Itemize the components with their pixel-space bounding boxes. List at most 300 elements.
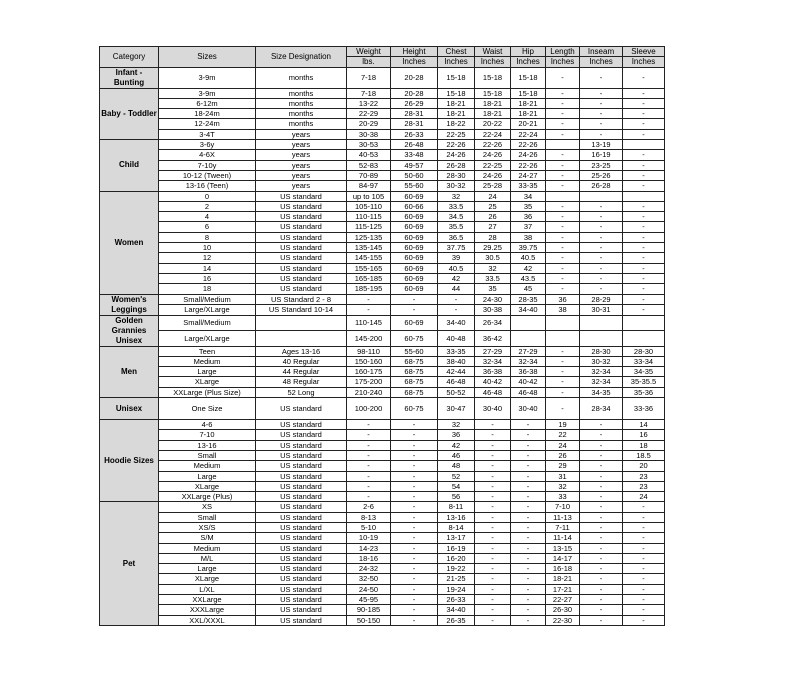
waist-cell: - — [475, 512, 511, 522]
designation-cell: US standard — [256, 191, 347, 201]
designation-cell: US standard — [256, 533, 347, 543]
hip-cell: - — [511, 420, 546, 430]
inseam-cell: - — [580, 253, 623, 263]
sleeve-cell: 35-36 — [623, 387, 665, 397]
waist-cell: - — [475, 564, 511, 574]
table-row — [100, 450, 665, 460]
length-cell: - — [546, 284, 580, 294]
length-cell: 26 — [546, 450, 580, 460]
weight-cell: 100-200 — [347, 398, 391, 420]
designation-cell: US standard — [256, 461, 347, 471]
weight-cell: 155-165 — [347, 263, 391, 273]
chest-cell: 46 — [438, 450, 475, 460]
sleeve-cell: - — [623, 522, 665, 532]
designation-cell: US standard — [256, 398, 347, 420]
waist-cell: - — [475, 543, 511, 553]
sleeve-cell: 28-30 — [623, 346, 665, 356]
weight-cell: 175-200 — [347, 377, 391, 387]
size-cell: XLarge — [159, 377, 256, 387]
designation-cell: US standard — [256, 564, 347, 574]
chest-cell: 13-17 — [438, 533, 475, 543]
chest-cell: 38-40 — [438, 356, 475, 366]
table-row — [100, 502, 665, 512]
chest-cell: 56 — [438, 492, 475, 502]
designation-cell: US standard — [256, 574, 347, 584]
sleeve-cell: 24 — [623, 492, 665, 502]
size-cell: XS/S — [159, 522, 256, 532]
length-cell: 17-21 — [546, 584, 580, 594]
height-cell: 28-31 — [391, 119, 438, 129]
category-cell: Unisex — [100, 398, 159, 420]
hip-cell: 28-35 — [511, 294, 546, 305]
waist-cell: 30-38 — [475, 305, 511, 316]
weight-cell: - — [347, 481, 391, 491]
table-row — [100, 170, 665, 180]
designation-cell: US standard — [256, 253, 347, 263]
chest-cell: 34-40 — [438, 605, 475, 615]
height-cell: - — [391, 564, 438, 574]
waist-cell: 36-42 — [475, 331, 511, 347]
size-cell: Large — [159, 564, 256, 574]
table-row — [100, 243, 665, 253]
weight-cell: 2-6 — [347, 502, 391, 512]
height-cell: 60-69 — [391, 222, 438, 232]
size-cell: XLarge — [159, 481, 256, 491]
designation-cell: 40 Regular — [256, 356, 347, 366]
designation-cell: US standard — [256, 584, 347, 594]
category-cell: Men — [100, 346, 159, 397]
inseam-cell: - — [580, 67, 623, 88]
table-row — [100, 574, 665, 584]
length-cell: 11-13 — [546, 512, 580, 522]
height-cell: 60-69 — [391, 232, 438, 242]
height-cell: - — [391, 440, 438, 450]
table-row — [100, 492, 665, 502]
chest-cell: 24-26 — [438, 150, 475, 160]
sleeve-cell: - — [623, 595, 665, 605]
designation-cell: US standard — [256, 222, 347, 232]
size-chart-body — [100, 67, 665, 625]
chest-cell: 36 — [438, 430, 475, 440]
length-cell: - — [546, 253, 580, 263]
sleeve-cell: - — [623, 181, 665, 191]
hip-cell: 34-40 — [511, 305, 546, 316]
waist-cell: 26 — [475, 212, 511, 222]
weight-cell: 70-89 — [347, 170, 391, 180]
weight-cell: 32-50 — [347, 574, 391, 584]
height-cell: - — [391, 430, 438, 440]
hip-cell: 38 — [511, 232, 546, 242]
designation-cell: years — [256, 160, 347, 170]
table-row — [100, 315, 665, 331]
hip-cell: 33-35 — [511, 181, 546, 191]
inseam-cell: - — [580, 430, 623, 440]
waist-cell: - — [475, 420, 511, 430]
chest-cell: 8-14 — [438, 522, 475, 532]
sleeve-cell: - — [623, 284, 665, 294]
length-cell — [546, 140, 580, 150]
height-cell: - — [391, 553, 438, 563]
length-cell: - — [546, 98, 580, 108]
weight-cell: 45-95 — [347, 595, 391, 605]
sleeve-cell — [623, 140, 665, 150]
height-cell: 60-69 — [391, 253, 438, 263]
category-cell: Golden Grannies Unisex — [100, 315, 159, 346]
waist-cell: 24 — [475, 191, 511, 201]
designation-cell: 44 Regular — [256, 367, 347, 377]
chest-cell: 18-21 — [438, 98, 475, 108]
hip-cell: 39.75 — [511, 243, 546, 253]
chest-cell: 8-11 — [438, 502, 475, 512]
hip-cell — [511, 331, 546, 347]
col-header-inseam: Inseam — [580, 47, 623, 57]
hip-cell: - — [511, 430, 546, 440]
designation-cell: US standard — [256, 201, 347, 211]
hip-cell: - — [511, 595, 546, 605]
designation-cell: US standard — [256, 492, 347, 502]
sleeve-cell: - — [623, 584, 665, 594]
size-cell: 18-24m — [159, 109, 256, 119]
inseam-cell: 23-25 — [580, 160, 623, 170]
waist-cell: - — [475, 522, 511, 532]
chest-cell: 48 — [438, 461, 475, 471]
weight-cell: 110-115 — [347, 212, 391, 222]
sleeve-cell: - — [623, 263, 665, 273]
length-cell — [546, 331, 580, 347]
sleeve-cell — [623, 315, 665, 331]
chest-cell: 30-47 — [438, 398, 475, 420]
col-header-sizes: Sizes — [159, 47, 256, 68]
length-cell: - — [546, 346, 580, 356]
size-cell: One Size — [159, 398, 256, 420]
header-row — [100, 47, 665, 57]
hip-cell: 37 — [511, 222, 546, 232]
size-cell: Large/XLarge — [159, 305, 256, 316]
waist-cell: 27 — [475, 222, 511, 232]
height-cell: 68-75 — [391, 377, 438, 387]
sleeve-cell — [623, 331, 665, 347]
length-cell: - — [546, 222, 580, 232]
unit-waist: Inches — [475, 57, 511, 67]
weight-cell: - — [347, 294, 391, 305]
designation-cell: years — [256, 140, 347, 150]
height-cell: 68-75 — [391, 387, 438, 397]
hip-cell: 45 — [511, 284, 546, 294]
col-header-height: Height — [391, 47, 438, 57]
height-cell: - — [391, 294, 438, 305]
unit-weight: lbs. — [347, 57, 391, 67]
weight-cell: 30-38 — [347, 129, 391, 139]
size-cell: Teen — [159, 346, 256, 356]
inseam-cell: 32-34 — [580, 367, 623, 377]
length-cell: - — [546, 212, 580, 222]
table-row — [100, 543, 665, 553]
inseam-cell: - — [580, 574, 623, 584]
length-cell: - — [546, 150, 580, 160]
sleeve-cell: 23 — [623, 481, 665, 491]
inseam-cell: 16-19 — [580, 150, 623, 160]
category-cell: Women — [100, 191, 159, 294]
sleeve-cell: - — [623, 512, 665, 522]
size-cell: 4-6X — [159, 150, 256, 160]
length-cell: 19 — [546, 420, 580, 430]
table-row — [100, 522, 665, 532]
sleeve-cell: 33-36 — [623, 398, 665, 420]
table-row — [100, 512, 665, 522]
weight-cell: 185-195 — [347, 284, 391, 294]
hip-cell: - — [511, 471, 546, 481]
waist-cell: - — [475, 502, 511, 512]
weight-cell: 7-18 — [347, 88, 391, 98]
table-row — [100, 331, 665, 347]
height-cell: 28-31 — [391, 109, 438, 119]
waist-cell: 18-21 — [475, 98, 511, 108]
table-row — [100, 584, 665, 594]
size-cell: Small/Medium — [159, 294, 256, 305]
col-header-waist: Waist — [475, 47, 511, 57]
size-cell: S/M — [159, 533, 256, 543]
size-cell: 12 — [159, 253, 256, 263]
hip-cell: - — [511, 553, 546, 563]
table-row — [100, 553, 665, 563]
size-chart-table — [99, 46, 665, 626]
chest-cell: 36.5 — [438, 232, 475, 242]
weight-cell: 18-16 — [347, 553, 391, 563]
sleeve-cell: - — [623, 533, 665, 543]
chest-cell: 33.5 — [438, 201, 475, 211]
weight-cell: 110-145 — [347, 315, 391, 331]
waist-cell: - — [475, 461, 511, 471]
length-cell: - — [546, 232, 580, 242]
designation-cell: US standard — [256, 553, 347, 563]
hip-cell: 18-21 — [511, 109, 546, 119]
chest-cell: 44 — [438, 284, 475, 294]
size-cell: 4-6 — [159, 420, 256, 430]
designation-cell: US Standard 2 - 8 — [256, 294, 347, 305]
weight-cell: - — [347, 420, 391, 430]
height-cell: 55-60 — [391, 346, 438, 356]
col-header-chest: Chest — [438, 47, 475, 57]
size-cell: Small/Medium — [159, 315, 256, 331]
sleeve-cell: - — [623, 150, 665, 160]
weight-cell: - — [347, 440, 391, 450]
designation-cell: US standard — [256, 243, 347, 253]
table-row — [100, 284, 665, 294]
waist-cell: 15-18 — [475, 67, 511, 88]
sleeve-cell: 18 — [623, 440, 665, 450]
table-row — [100, 263, 665, 273]
size-cell: 12-24m — [159, 119, 256, 129]
length-cell: - — [546, 88, 580, 98]
hip-cell: - — [511, 492, 546, 502]
hip-cell: - — [511, 512, 546, 522]
weight-cell: 40-53 — [347, 150, 391, 160]
weight-cell: 105-110 — [347, 201, 391, 211]
hip-cell: - — [511, 481, 546, 491]
weight-cell: up to 105 — [347, 191, 391, 201]
chest-cell: 16-20 — [438, 553, 475, 563]
designation-cell: US standard — [256, 471, 347, 481]
height-cell: - — [391, 512, 438, 522]
length-cell: 36 — [546, 294, 580, 305]
weight-cell: 145-155 — [347, 253, 391, 263]
table-row — [100, 471, 665, 481]
sleeve-cell: - — [623, 119, 665, 129]
height-cell: 20-28 — [391, 88, 438, 98]
table-row — [100, 119, 665, 129]
designation-cell: years — [256, 129, 347, 139]
designation-cell: months — [256, 67, 347, 88]
col-header-size-designation: Size Designation — [256, 47, 347, 68]
hip-cell: - — [511, 522, 546, 532]
length-cell: 14-17 — [546, 553, 580, 563]
waist-cell: - — [475, 440, 511, 450]
table-row — [100, 294, 665, 305]
hip-cell: 15-18 — [511, 88, 546, 98]
weight-cell: 24-32 — [347, 564, 391, 574]
designation-cell — [256, 331, 347, 347]
length-cell: - — [546, 356, 580, 366]
chest-cell: 50-52 — [438, 387, 475, 397]
chest-cell: 40.5 — [438, 263, 475, 273]
chest-cell: 42 — [438, 440, 475, 450]
waist-cell: 32-34 — [475, 356, 511, 366]
hip-cell: 40.5 — [511, 253, 546, 263]
length-cell: 22 — [546, 430, 580, 440]
weight-cell: 84-97 — [347, 181, 391, 191]
weight-cell: - — [347, 471, 391, 481]
waist-cell: 26-34 — [475, 315, 511, 331]
designation-cell: US standard — [256, 420, 347, 430]
length-cell: 32 — [546, 481, 580, 491]
sleeve-cell: - — [623, 273, 665, 283]
chest-cell: 26-28 — [438, 160, 475, 170]
height-cell: - — [391, 543, 438, 553]
hip-cell: - — [511, 615, 546, 625]
inseam-cell: - — [580, 615, 623, 625]
hip-cell: 40-42 — [511, 377, 546, 387]
inseam-cell: - — [580, 88, 623, 98]
waist-cell: 28 — [475, 232, 511, 242]
height-cell: - — [391, 615, 438, 625]
table-row — [100, 564, 665, 574]
length-cell: 38 — [546, 305, 580, 316]
chest-cell: 22-26 — [438, 140, 475, 150]
hip-cell: 46-48 — [511, 387, 546, 397]
length-cell: 24 — [546, 440, 580, 450]
hip-cell: 24-27 — [511, 170, 546, 180]
size-cell: 4 — [159, 212, 256, 222]
length-cell — [546, 191, 580, 201]
inseam-cell: - — [580, 543, 623, 553]
waist-cell: - — [475, 553, 511, 563]
inseam-cell: - — [580, 471, 623, 481]
length-cell: - — [546, 367, 580, 377]
length-cell: 11-14 — [546, 533, 580, 543]
chest-cell: 19-24 — [438, 584, 475, 594]
waist-cell: 24-26 — [475, 170, 511, 180]
table-row — [100, 109, 665, 119]
chest-cell: 46-48 — [438, 377, 475, 387]
hip-cell: 22-24 — [511, 129, 546, 139]
hip-cell: 22-26 — [511, 160, 546, 170]
size-cell: 0 — [159, 191, 256, 201]
length-cell: 31 — [546, 471, 580, 481]
sleeve-cell: - — [623, 564, 665, 574]
sleeve-cell: - — [623, 88, 665, 98]
size-cell: Small — [159, 512, 256, 522]
height-cell: 60-69 — [391, 273, 438, 283]
height-cell: - — [391, 461, 438, 471]
length-cell: - — [546, 170, 580, 180]
sleeve-cell: - — [623, 109, 665, 119]
hip-cell: - — [511, 502, 546, 512]
col-header-hip: Hip — [511, 47, 546, 57]
chest-cell: 19-22 — [438, 564, 475, 574]
hip-cell: - — [511, 564, 546, 574]
designation-cell: US standard — [256, 440, 347, 450]
sleeve-cell: - — [623, 253, 665, 263]
col-header-length: Length — [546, 47, 580, 57]
inseam-cell: 13-19 — [580, 140, 623, 150]
weight-cell: 20-29 — [347, 119, 391, 129]
length-cell: 22-30 — [546, 615, 580, 625]
size-cell: 6-12m — [159, 98, 256, 108]
height-cell: 50-60 — [391, 170, 438, 180]
inseam-cell — [580, 331, 623, 347]
chest-cell: - — [438, 294, 475, 305]
inseam-cell: - — [580, 492, 623, 502]
designation-cell: months — [256, 88, 347, 98]
inseam-cell: - — [580, 98, 623, 108]
waist-cell: 40-42 — [475, 377, 511, 387]
sleeve-cell: 20 — [623, 461, 665, 471]
size-cell: 3-9m — [159, 88, 256, 98]
designation-cell: US standard — [256, 543, 347, 553]
inseam-cell: 25-26 — [580, 170, 623, 180]
waist-cell: - — [475, 492, 511, 502]
category-cell: Infant - Bunting — [100, 67, 159, 88]
sleeve-cell — [623, 191, 665, 201]
size-cell: M/L — [159, 553, 256, 563]
hip-cell: 15-18 — [511, 67, 546, 88]
weight-cell: 210-240 — [347, 387, 391, 397]
inseam-cell: - — [580, 481, 623, 491]
sleeve-cell: 18.5 — [623, 450, 665, 460]
height-cell: 60-69 — [391, 191, 438, 201]
height-cell: - — [391, 595, 438, 605]
designation-cell: months — [256, 109, 347, 119]
inseam-cell: - — [580, 595, 623, 605]
sleeve-cell: - — [623, 160, 665, 170]
size-cell: 3-9m — [159, 67, 256, 88]
unit-length: Inches — [546, 57, 580, 67]
sleeve-cell: - — [623, 605, 665, 615]
size-cell: XLarge — [159, 574, 256, 584]
size-cell: 2 — [159, 201, 256, 211]
designation-cell: Ages 13-16 — [256, 346, 347, 356]
table-row — [100, 305, 665, 316]
sleeve-cell: - — [623, 243, 665, 253]
inseam-cell: - — [580, 440, 623, 450]
category-cell: Baby - Toddler — [100, 88, 159, 139]
size-cell: XXLarge — [159, 595, 256, 605]
inseam-cell: - — [580, 109, 623, 119]
sleeve-cell: - — [623, 98, 665, 108]
height-cell: 49-57 — [391, 160, 438, 170]
weight-cell: 13-22 — [347, 98, 391, 108]
waist-cell: 27-29 — [475, 346, 511, 356]
